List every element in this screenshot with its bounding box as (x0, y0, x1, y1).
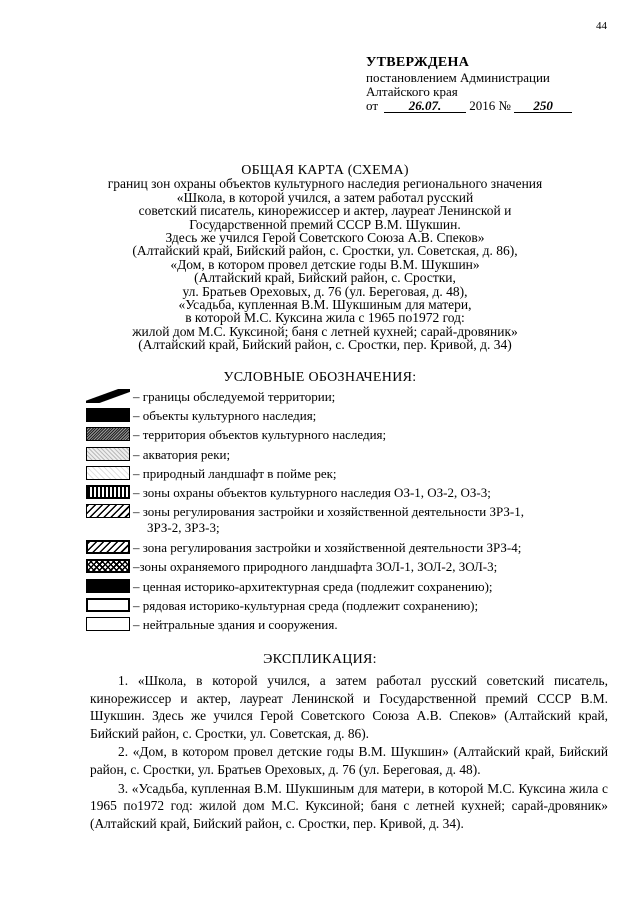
document-title (60, 164, 590, 352)
dense-hatch-swatch (86, 427, 130, 441)
diagonal-hatch-swatch (86, 504, 130, 518)
title-line: советский писатель, кинорежиссер и актер, лауреат Ленинской и (138, 203, 512, 219)
solid-fill-swatch (86, 408, 130, 422)
legend-item-neutral-buildings (86, 617, 626, 636)
legend-item-landscape-zones (86, 559, 626, 578)
approval-year-number-label: 2016 № (469, 98, 511, 113)
approval-line-2: Алтайского края (366, 84, 458, 99)
legend-item-boundary (86, 389, 626, 408)
legend-label-line-2: ЗРЗ-2, ЗРЗ-3; (147, 520, 220, 536)
legend-label: – акватория реки; (133, 446, 231, 462)
legend-item-valuable-environment (86, 579, 626, 598)
legend-item-ordinary-environment (86, 598, 626, 617)
page-number: 44 (596, 20, 607, 32)
title-line: в которой М.С. Куксина жила с 1965 по1972 год: (185, 310, 465, 326)
legend-label: –зоны охраняемого природного ландшафта ЗОЛ-1, ЗОЛ-2, ЗОЛ-3; (133, 559, 498, 575)
legend-item-landscape (86, 466, 626, 485)
explication-title: ЭКСПЛИКАЦИЯ: (263, 652, 377, 667)
black-fill-swatch (86, 579, 130, 593)
thick-outline-swatch (86, 598, 130, 612)
legend-label: – зоны охраны объектов культурного наследия ОЗ-1, ОЗ-2, ОЗ-3; (133, 484, 491, 500)
boundary-line-swatch (86, 389, 130, 403)
title-line: (Алтайский край, Бийский район, с. Сростки, пер. Кривой, д. 34) (138, 337, 512, 353)
legend-title: УСЛОВНЫЕ ОБОЗНАЧЕНИЯ: (223, 370, 417, 385)
approval-heading: УТВЕРЖДЕНА (366, 55, 470, 70)
title-line: ул. Братьев Ореховых, д. 76 (ул. Береговая, д. 48), (182, 283, 468, 299)
approval-line-1: постановлением Администрации (366, 70, 550, 85)
legend-item-regulation-zone-4 (86, 540, 626, 559)
approval-stamp (366, 56, 626, 113)
explication-item: 2. «Дом, в котором провел детские годы В.М. Шукшин» (Алтайский край, Бийский район, с. Сростки, ул. Братьев Ореховых, д. 76 (ул. Береговая, д. 48). (90, 744, 608, 777)
legend-label: – ценная историко-архитектурная среда (подлежит сохранению); (133, 578, 493, 594)
legend-label-line-1: – зоны регулирования застройки и хозяйственной деятельности ЗРЗ-1, (133, 504, 524, 520)
legend-label (133, 504, 626, 536)
thin-outline-swatch (86, 617, 130, 631)
crosshatch-swatch (86, 559, 130, 573)
title-line: «Школа, в которой учился, а затем работал русский (176, 189, 474, 205)
title-line: (Алтайский край, Бийский район, с. Сростки, ул. Советская, д. 86), (132, 243, 518, 259)
title-line: (Алтайский край, Бийский район, с. Сростки, (194, 270, 456, 286)
legend-label: – природный ландшафт в пойме рек; (133, 465, 337, 481)
explication-item: 1. «Школа, в которой учился, а затем работал русский советский писатель, кинорежиссер и актер, лауреат Ленинской и Государственной премий СССР В.М. Шукшин. Здесь же учился Герой Советского Союза А.В. Спеков» (Алтайский край, Бийский район, с. Сростки, ул. Советская, д. 86). (90, 673, 608, 741)
legend-item-protection-zones (86, 485, 626, 504)
legend-item-river (86, 447, 626, 466)
approval-number: 250 (514, 99, 572, 113)
title-line: границ зон охраны объектов культурного наследия регионального значения (107, 176, 543, 192)
legend-item-heritage-territory (86, 427, 626, 446)
explication (90, 672, 608, 833)
legend (86, 389, 626, 636)
date-prefix: от (366, 98, 379, 113)
title-line: Здесь же учился Герой Советского Союза А.В. Спеков» (165, 230, 485, 246)
title-line: «Усадьба, купленная В.М. Шукшиным для матери, (178, 297, 472, 313)
landscape-pattern-swatch (86, 466, 130, 480)
title-line: Государственной премий СССР В.М. Шукшин. (189, 216, 461, 232)
title-line: «Дом, в котором провел детские годы В.М. Шукшин» (170, 256, 480, 272)
legend-label: – границы обследуемой территории; (133, 389, 336, 404)
approval-date-line (366, 99, 626, 113)
legend-label: – территория объектов культурного наследия; (133, 427, 387, 443)
legend-item-regulation-zones (86, 504, 626, 540)
legend-item-heritage-objects (86, 408, 626, 427)
title-line: жилой дом М.С. Куксиной; баня с летней кухней; сарай-дровяник» (132, 323, 518, 339)
vertical-stripe-swatch (86, 485, 130, 499)
explication-item: 3. «Усадьба, купленная В.М. Шукшиным для матери, в которой М.С. Куксина жила с 1965 по1972 год: жилой дом М.С. Куксиной; баня с летней кухней; сарай-дровяник» (Алтайский край, Бийский район, с. Сростки, пер. Кривой, д. 34). (90, 780, 608, 831)
legend-label: – зона регулирования застройки и хозяйственной деятельности ЗРЗ-4; (133, 540, 522, 556)
bold-diagonal-hatch-swatch (86, 540, 130, 554)
water-pattern-swatch (86, 447, 130, 461)
legend-label: – рядовая историко-культурная среда (подлежит сохранению); (133, 597, 479, 613)
legend-label: – объекты культурного наследия; (133, 408, 317, 424)
legend-label: – нейтральные здания и сооружения. (133, 616, 338, 632)
map-title: ОБЩАЯ КАРТА (СХЕМА) (241, 163, 409, 178)
approval-date: 26.07. (384, 99, 466, 113)
